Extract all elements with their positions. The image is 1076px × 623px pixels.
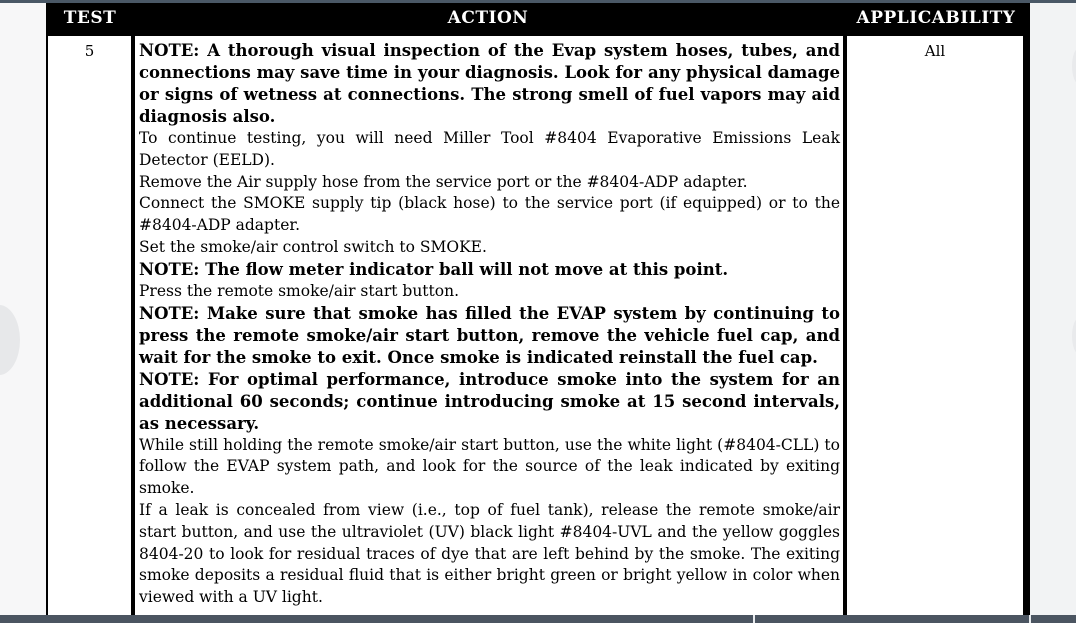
diagnostic-table xyxy=(46,3,1030,615)
viewer-bottom-bar xyxy=(0,615,1076,623)
action-step: Remove the Air supply hose from the service port or the #8404-ADP adapter. xyxy=(139,172,748,191)
action-cell xyxy=(135,36,843,615)
action-note: NOTE: The flow meter indicator ball will not move at this point. xyxy=(139,259,729,279)
previous-page-button[interactable] xyxy=(0,305,20,375)
action-step: Connect the SMOKE supply tip (black hose) to the service port (if equipped) or to the #8404-ADP adapter. xyxy=(139,194,840,235)
header-action: ACTION xyxy=(447,8,529,28)
header-test: TEST xyxy=(63,8,117,28)
bottom-bar-divider xyxy=(753,615,755,623)
action-step: If a leak is concealed from view (i.e., top of fuel tank), release the remote smoke/air start button, and use the ultraviolet (UV) black light #8404-UVL and the yellow goggles 8404-20 to look for residual traces of dye that are left behind by the smoke. The exiting smoke deposits a residual fluid that is either bright green or bright yellow in color when viewed with a UV light. xyxy=(139,500,840,607)
action-note: NOTE: Make sure that smoke has filled the EVAP system by continuing to press the remote smoke/air start button, remove the vehicle fuel cap, and wait for the smoke to exit. Once smoke is indicated reinstall the fuel cap. xyxy=(139,303,840,367)
action-step: Set the smoke/air control switch to SMOKE. xyxy=(139,237,487,256)
test-number: 5 xyxy=(84,42,95,60)
bottom-bar-divider xyxy=(1029,615,1031,623)
test-cell xyxy=(48,36,131,615)
action-step: To continue testing, you will need Miller Tool #8404 Evaporative Emissions Leak Detector (EELD). xyxy=(139,129,840,169)
action-note: NOTE: A thorough visual inspection of the Evap system hoses, tubes, and connections may save time in your diagnosis. Look for any physical damage or signs of wetness at connections. The strong smell of fuel vapors may aid diagnosis also. xyxy=(139,41,840,126)
action-note: NOTE: For optimal performance, introduce smoke into the system for an additional 60 seconds; continue introducing smoke at 15 second intervals, as necessary. xyxy=(139,369,840,433)
action-step: Press the remote smoke/air start button. xyxy=(139,281,459,300)
applicability-value: All xyxy=(924,42,946,60)
applicability-cell xyxy=(847,36,1023,615)
viewer-right-margin xyxy=(1030,3,1076,615)
header-applicability: APPLICABILITY xyxy=(856,8,1016,28)
action-text xyxy=(135,36,843,609)
action-step: While still holding the remote smoke/air start button, use the white light (#8404-CLL) to follow the EVAP system path, and look for the source of the leak indicated by exiting smoke. xyxy=(139,435,840,498)
